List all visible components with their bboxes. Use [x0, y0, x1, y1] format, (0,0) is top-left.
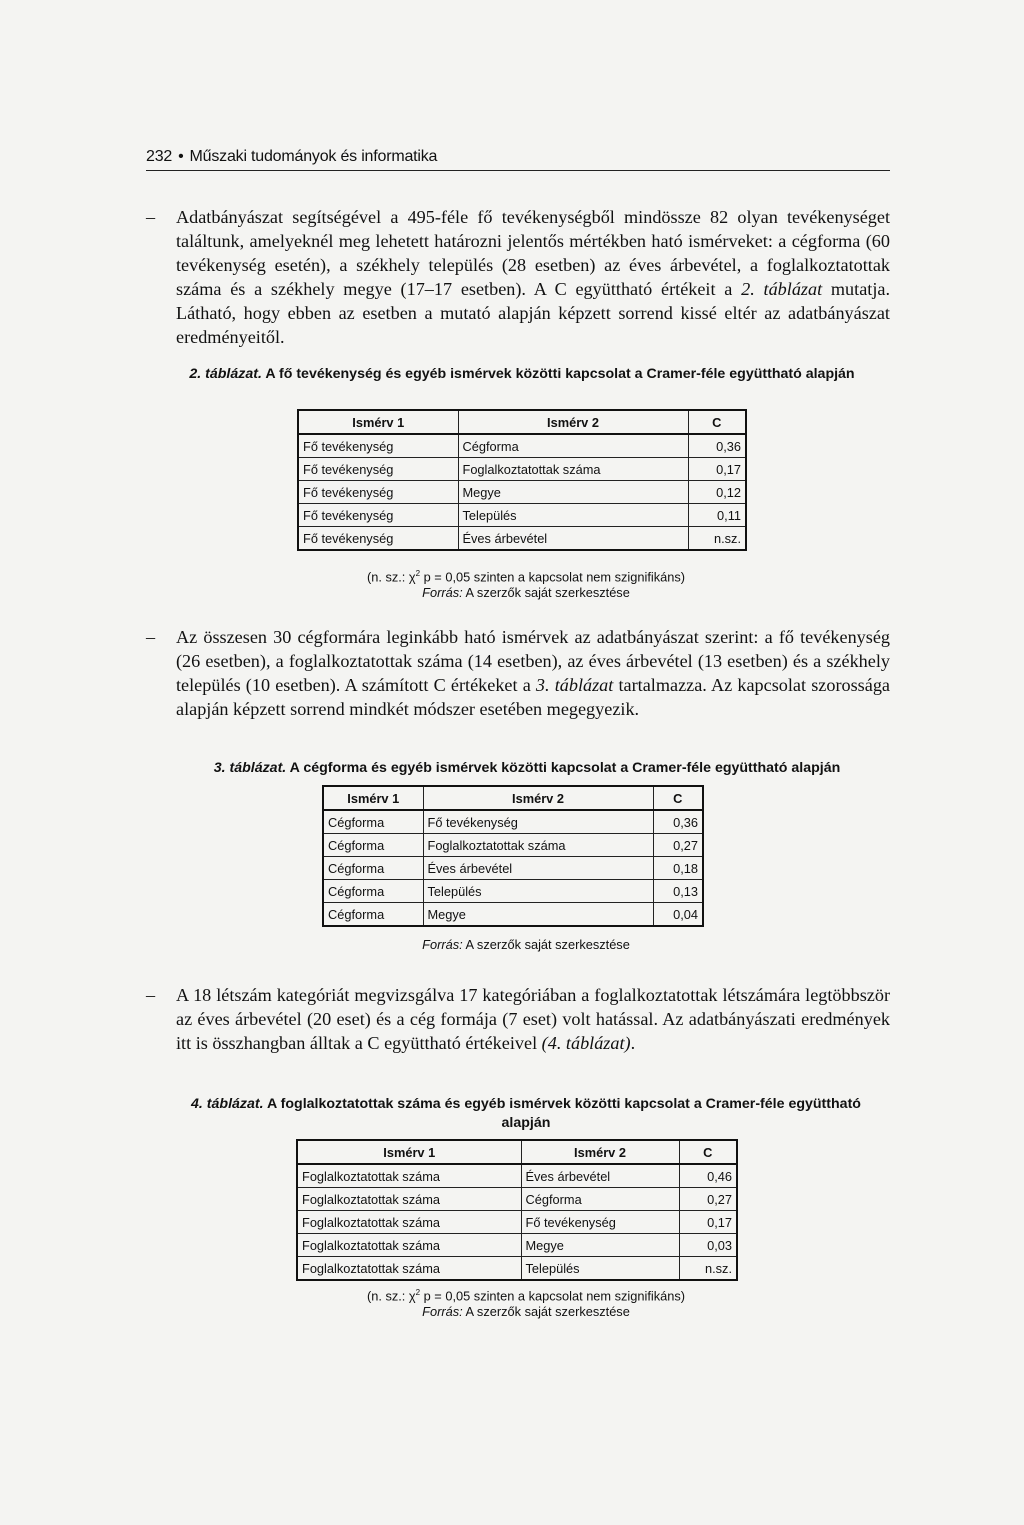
table-cell: Megye — [458, 481, 688, 504]
table-cell: Cégforma — [323, 834, 423, 857]
table-reference: 2. táblázat — [741, 279, 823, 299]
table-cell: Cégforma — [323, 857, 423, 880]
note-superscript: 2 — [415, 569, 421, 578]
paragraph-text: mutatja. Látható, hogy ebben az esetben a mutató alapján képzett sorrend kissé eltér az adatbányászat eredményeitől. — [176, 279, 890, 347]
page-number: 232 — [146, 148, 173, 165]
paragraph-2 — [146, 625, 890, 721]
table-cell: Fő tevékenység — [298, 434, 458, 458]
paragraph-text: A 18 létszám kategóriát megvizsgálva 17 kategóriában a foglalkoztatottak létszámára legtöbbször az éves árbevétel (20 eset) és a cég formája (7 eset) volt hatással. Az adatbányászati eredmények itt is összhangban álltak a C együttható értékeivel — [176, 985, 890, 1053]
table-row — [323, 880, 703, 903]
table-3-caption — [156, 759, 898, 778]
table-cell: 0,04 — [653, 903, 703, 927]
note-superscript: 2 — [415, 1288, 421, 1297]
table-2 — [297, 409, 747, 551]
source-label: Forrás: — [422, 1304, 463, 1320]
significance-note: (n. sz.: χ — [366, 569, 416, 585]
table-cell: Éves árbevétel — [521, 1164, 679, 1188]
table-row — [298, 458, 746, 481]
table-cell: Foglalkoztatottak száma — [297, 1257, 521, 1281]
table-cell: Cégforma — [458, 434, 688, 458]
header-bullet: • — [178, 148, 184, 165]
table-title: A cégforma és egyéb ismérvek közötti kapcsolat a Cramer-féle együttható alapján — [286, 760, 841, 776]
section-title: Műszaki tudományok és informatika — [189, 148, 438, 165]
table-cell: Fő tevékenység — [298, 504, 458, 527]
paragraph-text: Az összesen 30 cégformára leginkább ható ismérvek az adatbányászat szerint: a fő tevékenység (26 esetben), a foglalkoztatottak száma (14 esetben), az éves árbevétel (13 esetben) és a székhely település (10 esetben). A számított C értékeket a — [176, 627, 890, 695]
table-cell: 0,36 — [688, 434, 746, 458]
table-number: 4. táblázat. — [191, 1096, 264, 1112]
table-number: 3. táblázat. — [213, 760, 287, 776]
table-cell: Fő tevékenység — [298, 527, 458, 551]
table-row — [297, 1164, 737, 1188]
column-header: Ismérv 2 — [521, 1140, 679, 1164]
table-4 — [296, 1139, 738, 1281]
table-cell: Fő tevékenység — [423, 810, 653, 834]
table-cell: Foglalkoztatottak száma — [297, 1234, 521, 1257]
source-label: Forrás: — [422, 937, 463, 952]
table-cell: Foglalkoztatottak száma — [297, 1188, 521, 1211]
table-2-caption — [186, 365, 858, 384]
table-row — [297, 1211, 737, 1234]
table-cell: 0,36 — [653, 810, 703, 834]
significance-note: p = 0,05 szinten a kapcsolat nem szignifikáns) — [420, 1288, 686, 1304]
running-header — [146, 148, 890, 171]
source-text: A szerzők saját szerkesztése — [462, 1304, 630, 1320]
table-cell: 0,03 — [679, 1234, 737, 1257]
column-header: C — [653, 786, 703, 810]
paragraph-text: tartalmazza. Az kapcsolat szorossága alapján képzett sorrend mindkét módszer esetében megegyezik. — [176, 675, 890, 719]
column-header: Ismérv 1 — [323, 786, 423, 810]
table-row — [297, 1257, 737, 1281]
table-cell: Megye — [521, 1234, 679, 1257]
table-2-note — [286, 566, 766, 601]
table-header-row — [298, 410, 746, 434]
table-cell: Megye — [423, 903, 653, 927]
paragraph-3 — [146, 983, 890, 1055]
table-reference: 3. táblázat — [535, 675, 614, 695]
table-cell: Foglalkoztatottak száma — [458, 458, 688, 481]
table-row — [298, 481, 746, 504]
table-row — [323, 834, 703, 857]
table-cell: 0,17 — [679, 1211, 737, 1234]
column-header: Ismérv 2 — [458, 410, 688, 434]
table-cell: 0,18 — [653, 857, 703, 880]
table-row — [323, 810, 703, 834]
table-title: A foglalkoztatottak száma és egyéb ismérvek közötti kapcsolat a Cramer-féle együttható alapján — [263, 1096, 861, 1131]
list-dash: – — [146, 627, 156, 647]
table-cell: Foglalkoztatottak száma — [423, 834, 653, 857]
source-text: A szerzők saját szerkesztése — [462, 937, 630, 952]
table-cell: Cégforma — [323, 810, 423, 834]
table-cell: Éves árbevétel — [423, 857, 653, 880]
table-cell: Település — [423, 880, 653, 903]
table-cell: Fő tevékenység — [521, 1211, 679, 1234]
table-cell: Cégforma — [323, 903, 423, 927]
table-4-note — [286, 1285, 766, 1320]
table-number: 2. táblázat. — [189, 366, 262, 382]
significance-note: (n. sz.: χ — [366, 1288, 416, 1304]
list-dash: – — [146, 207, 156, 227]
column-header: C — [679, 1140, 737, 1164]
source-text: A szerzők saját szerkesztése — [462, 585, 630, 601]
table-cell: Foglalkoztatottak száma — [297, 1211, 521, 1234]
column-header: C — [688, 410, 746, 434]
table-cell: 0,12 — [688, 481, 746, 504]
table-cell: Éves árbevétel — [458, 527, 688, 551]
table-cell: 0,11 — [688, 504, 746, 527]
table-reference: (4. táblázat) — [541, 1033, 631, 1053]
table-header-row — [323, 786, 703, 810]
table-row — [298, 504, 746, 527]
table-cell: Település — [458, 504, 688, 527]
source-label: Forrás: — [422, 585, 463, 601]
table-cell: Fő tevékenység — [298, 458, 458, 481]
table-cell: 0,13 — [653, 880, 703, 903]
table-cell: 0,46 — [679, 1164, 737, 1188]
table-row — [297, 1188, 737, 1211]
table-cell: 0,17 — [688, 458, 746, 481]
table-3-source — [326, 937, 726, 953]
table-cell: 0,27 — [679, 1188, 737, 1211]
table-cell: Foglalkoztatottak száma — [297, 1164, 521, 1188]
column-header: Ismérv 1 — [297, 1140, 521, 1164]
column-header: Ismérv 2 — [423, 786, 653, 810]
table-header-row — [297, 1140, 737, 1164]
significance-note: p = 0,05 szinten a kapcsolat nem szignifikáns) — [420, 569, 686, 585]
table-row — [298, 527, 746, 551]
table-4-caption — [176, 1095, 876, 1133]
paragraph-1 — [146, 205, 890, 349]
table-row — [297, 1234, 737, 1257]
table-cell: Település — [521, 1257, 679, 1281]
table-cell: Fő tevékenység — [298, 481, 458, 504]
table-cell: 0,27 — [653, 834, 703, 857]
paragraph-text: Adatbányászat segítségével a 495-féle fő tevékenységből mindössze 82 olyan tevékenységet találtunk, amelyeknél meg lehetett határozni jelentős mértékben ható ismérveket: a cégforma (60 tevékenység esetén), a székhely település (28 esetben) az éves árbevétel, a foglalkoztatottak száma és a székhely megye (17–17 esetben). A C együttható értékeit a — [176, 207, 890, 299]
table-3 — [322, 785, 704, 927]
table-row — [323, 857, 703, 880]
table-cell: n.sz. — [679, 1257, 737, 1281]
table-cell: Cégforma — [521, 1188, 679, 1211]
list-dash: – — [146, 985, 156, 1005]
table-cell: Cégforma — [323, 880, 423, 903]
paragraph-text: . — [630, 1033, 636, 1053]
table-row — [323, 903, 703, 927]
table-title: A fő tevékenység és egyéb ismérvek közötti kapcsolat a Cramer-féle együttható alapján — [261, 366, 855, 382]
table-cell: n.sz. — [688, 527, 746, 551]
column-header: Ismérv 1 — [298, 410, 458, 434]
table-row — [298, 434, 746, 458]
